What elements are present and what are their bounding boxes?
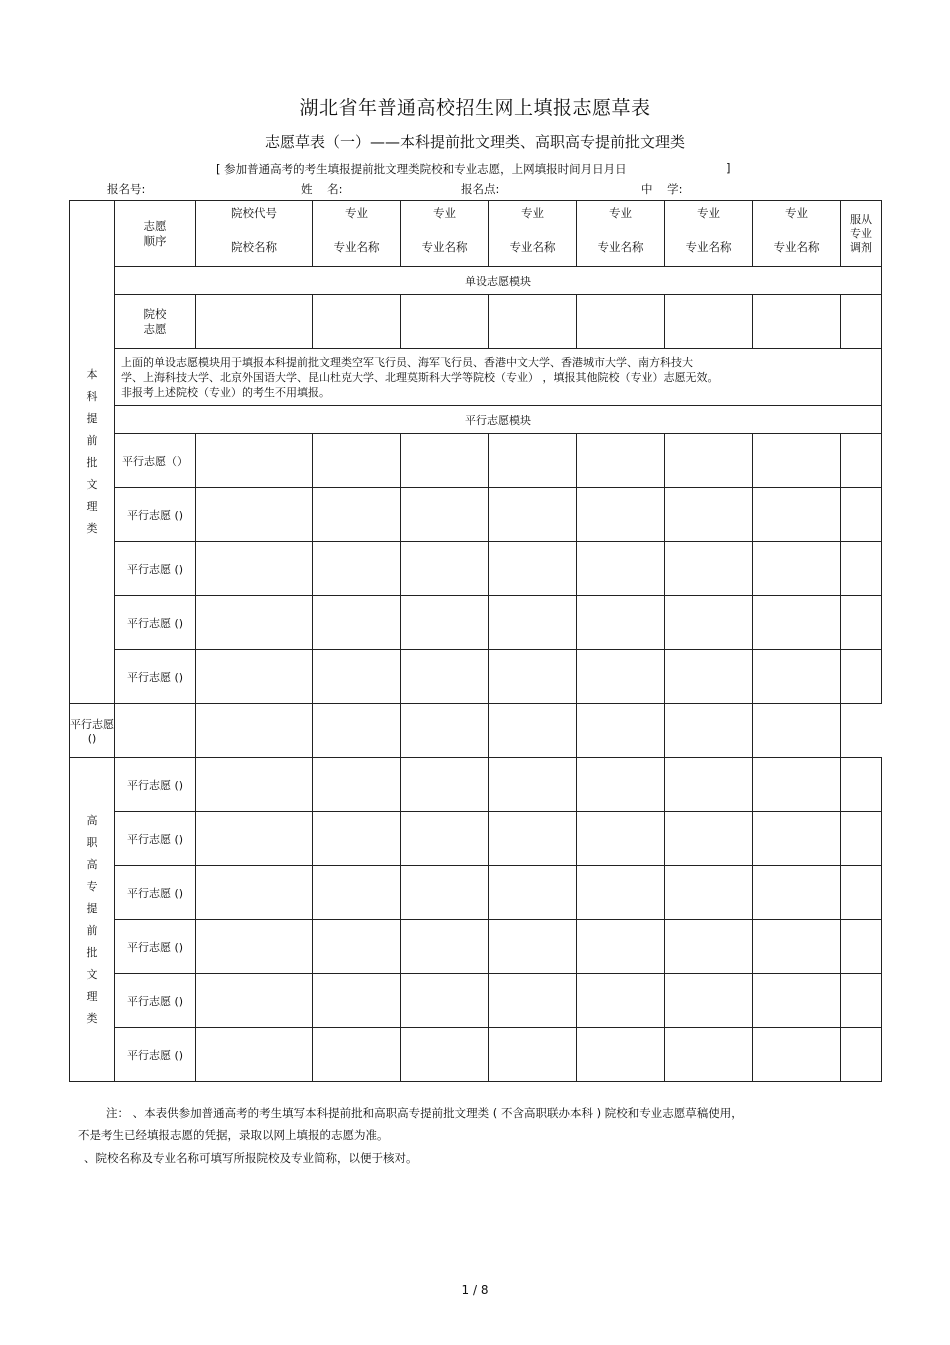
parallel-choice-row (70, 542, 882, 596)
section-label-vocational (70, 758, 115, 1082)
parallel-major-cell[interactable] (665, 866, 753, 920)
parallel-obey-cell[interactable] (753, 704, 841, 758)
parallel-school-cell[interactable] (196, 488, 313, 542)
parallel-choice-row (70, 812, 882, 866)
parallel-school-cell[interactable] (196, 542, 313, 596)
parallel-major-cell[interactable] (401, 650, 489, 704)
header-major (577, 201, 665, 267)
header-major-name: 专业名称 (685, 239, 732, 254)
parallel-obey-cell[interactable] (841, 542, 882, 596)
parallel-major-cell[interactable] (489, 812, 577, 866)
header-obey-line2: 专业 (850, 226, 872, 240)
section-label-char: 类 (86, 1011, 98, 1025)
parallel-major-cell[interactable] (753, 1028, 841, 1082)
section-label-char: 批 (86, 456, 98, 469)
volunteer-form-table (69, 200, 882, 1082)
parallel-school-cell[interactable] (196, 650, 313, 704)
parallel-major-cell[interactable] (665, 812, 753, 866)
section-label-char: 批 (86, 945, 98, 959)
parallel-major-cell[interactable] (577, 542, 665, 596)
parallel-major-cell[interactable] (665, 488, 753, 542)
section-label-char: 理 (86, 500, 98, 513)
parallel-major-cell[interactable] (401, 488, 489, 542)
page-title: 湖北省年普通高校招生网上填报志愿草表 (299, 97, 651, 119)
section-label-char: 前 (86, 434, 98, 447)
parallel-major-cell[interactable] (313, 866, 401, 920)
notice-row (70, 349, 882, 406)
parallel-major-cell[interactable] (489, 920, 577, 974)
section-label-char: 文 (86, 478, 98, 491)
parallel-major-cell[interactable] (753, 974, 841, 1028)
parallel-major-cell[interactable] (577, 974, 665, 1028)
header-major-label: 专业 (521, 205, 544, 220)
instruction-text: [ 参加普通高考的考生填报提前批文理类院校和专业志愿，上网填报时间月日月日 (216, 162, 627, 176)
parallel-major-cell[interactable] (313, 758, 401, 812)
parallel-major-cell[interactable] (401, 866, 489, 920)
section-label-char: 理 (86, 989, 98, 1003)
school-choice-major-cell[interactable] (665, 295, 753, 349)
header-major (401, 201, 489, 267)
parallel-major-cell[interactable] (401, 974, 489, 1028)
parallel-choice-label: 平行志愿（） (115, 434, 196, 488)
parallel-major-cell[interactable] (577, 704, 665, 758)
parallel-major-cell[interactable] (401, 758, 489, 812)
parallel-major-cell[interactable] (577, 488, 665, 542)
parallel-major-cell[interactable] (489, 704, 577, 758)
section-label-char: 高 (86, 857, 98, 871)
parallel-choice-label: 平行志愿 () (115, 596, 196, 650)
parallel-choice-label: 平行志愿 () (70, 704, 115, 758)
header-order-line1: 志愿 (143, 218, 167, 233)
school-choice-major-cell[interactable] (577, 295, 665, 349)
section-label-char: 提 (86, 901, 98, 915)
header-major-label: 专业 (345, 205, 368, 220)
parallel-major-cell[interactable] (313, 974, 401, 1028)
parallel-choice-row (70, 920, 882, 974)
parallel-major-cell[interactable] (577, 434, 665, 488)
parallel-major-cell[interactable] (489, 434, 577, 488)
parallel-major-cell[interactable] (489, 866, 577, 920)
parallel-module-label: 平行志愿模块 (115, 406, 882, 434)
parallel-obey-cell[interactable] (841, 974, 882, 1028)
header-major (753, 201, 841, 267)
note-text: 、院校名称及专业名称可填写所报院校及专业简称，以便于核对。 (84, 1151, 418, 1165)
note-line-2 (78, 1124, 878, 1146)
parallel-choice-row (70, 1028, 882, 1082)
header-obey-adjust (841, 201, 882, 267)
parallel-obey-cell[interactable] (841, 812, 882, 866)
parallel-choice-row (70, 758, 882, 812)
parallel-choice-label: 平行志愿 () (115, 1028, 196, 1082)
note-text: 注： 、本表供参加普通高考的考生填写本科提前批和高职高专提前批文理类 ( 不含高职联办本科 ) 院校和专业志愿草稿使用， (106, 1106, 743, 1120)
parallel-school-cell[interactable] (196, 1028, 313, 1082)
parallel-obey-cell[interactable] (841, 596, 882, 650)
school-choice-major-cell[interactable] (401, 295, 489, 349)
parallel-choice-row (70, 488, 882, 542)
header-row (70, 201, 882, 267)
parallel-major-cell[interactable] (665, 1028, 753, 1082)
parallel-major-cell[interactable] (313, 650, 401, 704)
parallel-choice-row (70, 704, 882, 758)
header-major-name: 专业名称 (773, 239, 820, 254)
parallel-major-cell[interactable] (313, 704, 401, 758)
parallel-major-cell[interactable] (489, 488, 577, 542)
parallel-major-cell[interactable] (313, 1028, 401, 1082)
header-school (196, 201, 313, 267)
note-text: 不是考生已经填报志愿的凭据，录取以网上填报的志愿为准。 (78, 1128, 389, 1142)
parallel-school-cell[interactable] (196, 596, 313, 650)
parallel-major-cell[interactable] (401, 704, 489, 758)
parallel-major-cell[interactable] (489, 596, 577, 650)
parallel-choice-label: 平行志愿 () (115, 866, 196, 920)
parallel-major-cell[interactable] (665, 920, 753, 974)
parallel-major-cell[interactable] (489, 650, 577, 704)
section-label-char: 前 (86, 923, 98, 937)
parallel-school-cell[interactable] (196, 974, 313, 1028)
parallel-major-cell[interactable] (401, 920, 489, 974)
header-obey-line1: 服从 (850, 212, 872, 226)
parallel-major-cell[interactable] (489, 974, 577, 1028)
parallel-choice-row (70, 434, 882, 488)
parallel-major-cell[interactable] (753, 488, 841, 542)
parallel-major-cell[interactable] (401, 542, 489, 596)
school-choice-label (115, 295, 196, 349)
header-school-name: 院校名称 (231, 239, 277, 254)
parallel-major-cell[interactable] (313, 542, 401, 596)
page-subtitle: 志愿草表（一）——本科提前批文理类、高职高专提前批文理类 (264, 133, 685, 151)
parallel-major-cell[interactable] (753, 866, 841, 920)
parallel-major-cell[interactable] (401, 1028, 489, 1082)
header-major-label: 专业 (609, 205, 632, 220)
parallel-obey-cell[interactable] (841, 650, 882, 704)
parallel-major-cell[interactable] (577, 596, 665, 650)
parallel-major-cell[interactable] (401, 596, 489, 650)
section-label-char: 专 (86, 879, 98, 893)
school-choice-line2: 志愿 (143, 321, 167, 336)
name-label: 姓 名: (301, 182, 343, 196)
header-major-name: 专业名称 (333, 239, 380, 254)
school-choice-major-cell[interactable] (489, 295, 577, 349)
single-module-row (70, 267, 882, 295)
parallel-obey-cell[interactable] (841, 1028, 882, 1082)
parallel-major-cell[interactable] (753, 596, 841, 650)
note-line-3 (78, 1147, 878, 1169)
notice-text (115, 349, 882, 406)
parallel-major-cell[interactable] (753, 920, 841, 974)
section-label-char: 高 (86, 813, 98, 827)
notice-line: 学、上海科技大学、北京外国语大学、昆山杜克大学、北理莫斯科大学等院校（专业） ，填报其他院校（专业）志愿无效。 (121, 370, 719, 384)
header-obey-line3: 调剂 (850, 240, 872, 254)
parallel-major-cell[interactable] (753, 542, 841, 596)
parallel-choice-row (70, 974, 882, 1028)
parallel-major-cell[interactable] (577, 650, 665, 704)
parallel-major-cell[interactable] (577, 812, 665, 866)
parallel-major-cell[interactable] (489, 542, 577, 596)
notice-line: 非报考上述院校（专业）的考生不用填报。 (121, 385, 330, 399)
parallel-choice-label: 平行志愿 () (115, 542, 196, 596)
page-number: 1 / 8 (461, 1283, 489, 1297)
parallel-school-cell[interactable] (196, 920, 313, 974)
parallel-major-cell[interactable] (665, 974, 753, 1028)
parallel-major-cell[interactable] (753, 434, 841, 488)
parallel-major-cell[interactable] (665, 434, 753, 488)
parallel-major-cell[interactable] (313, 596, 401, 650)
parallel-choice-label: 平行志愿 () (115, 758, 196, 812)
parallel-major-cell[interactable] (665, 596, 753, 650)
header-major-name: 专业名称 (509, 239, 556, 254)
parallel-major-cell[interactable] (577, 920, 665, 974)
parallel-major-cell[interactable] (665, 542, 753, 596)
school-choice-row (70, 295, 882, 349)
parallel-major-cell[interactable] (313, 434, 401, 488)
section-label-undergrad (70, 201, 115, 704)
header-major-label: 专业 (697, 205, 720, 220)
parallel-choice-label: 平行志愿 () (115, 812, 196, 866)
section-label-char: 类 (86, 522, 98, 535)
header-order (115, 201, 196, 267)
parallel-choice-row (70, 866, 882, 920)
instruction-bracket: ] (726, 161, 731, 175)
header-major (665, 201, 753, 267)
parallel-obey-cell[interactable] (841, 866, 882, 920)
single-module-label: 单设志愿模块 (115, 267, 882, 295)
section-label-char: 文 (86, 967, 98, 981)
parallel-major-cell[interactable] (577, 866, 665, 920)
parallel-major-cell[interactable] (753, 650, 841, 704)
parallel-school-cell[interactable] (115, 704, 196, 758)
parallel-module-row (70, 406, 882, 434)
header-school-code: 院校代号 (231, 205, 277, 220)
school-choice-school-cell[interactable] (196, 295, 313, 349)
parallel-major-cell[interactable] (401, 812, 489, 866)
parallel-major-cell[interactable] (665, 758, 753, 812)
header-order-line2: 顺序 (143, 233, 167, 248)
parallel-major-cell[interactable] (753, 758, 841, 812)
note-line-1 (78, 1102, 878, 1124)
parallel-major-cell[interactable] (577, 758, 665, 812)
section-label-char: 科 (86, 390, 98, 403)
notice-line: 上面的单设志愿模块用于填报本科提前批文理类空军飞行员、海军飞行员、香港中文大学、香港城市大学、南方科技大 (121, 355, 693, 369)
parallel-major-cell[interactable] (196, 704, 313, 758)
parallel-school-cell[interactable] (196, 758, 313, 812)
parallel-choice-label: 平行志愿 () (115, 920, 196, 974)
parallel-school-cell[interactable] (196, 812, 313, 866)
parallel-major-cell[interactable] (753, 812, 841, 866)
parallel-obey-cell[interactable] (841, 488, 882, 542)
parallel-major-cell[interactable] (665, 650, 753, 704)
parallel-major-cell[interactable] (577, 1028, 665, 1082)
school-choice-line1: 院校 (143, 306, 167, 321)
parallel-major-cell[interactable] (313, 812, 401, 866)
parallel-choice-label: 平行志愿 () (115, 974, 196, 1028)
section-label-char: 职 (86, 835, 98, 849)
parallel-choice-label: 平行志愿 () (115, 488, 196, 542)
parallel-obey-cell[interactable] (841, 758, 882, 812)
header-major-label: 专业 (785, 205, 808, 220)
parallel-obey-cell[interactable] (841, 920, 882, 974)
school-choice-major-cell[interactable] (313, 295, 401, 349)
header-major-name: 专业名称 (597, 239, 644, 254)
parallel-choice-label: 平行志愿 () (115, 650, 196, 704)
parallel-major-cell[interactable] (313, 920, 401, 974)
school-choice-major-cell[interactable] (753, 295, 841, 349)
parallel-major-cell[interactable] (489, 758, 577, 812)
parallel-school-cell[interactable] (196, 866, 313, 920)
parallel-school-cell[interactable] (196, 434, 313, 488)
header-major-label: 专业 (433, 205, 456, 220)
parallel-major-cell[interactable] (401, 434, 489, 488)
parallel-major-cell[interactable] (313, 488, 401, 542)
header-major-name: 专业名称 (421, 239, 468, 254)
header-major (489, 201, 577, 267)
parallel-major-cell[interactable] (489, 1028, 577, 1082)
reg-no-label: 报名号: (107, 182, 146, 196)
header-major (313, 201, 401, 267)
section-label-char: 提 (86, 412, 98, 425)
parallel-major-cell[interactable] (665, 704, 753, 758)
section-label-char: 本 (86, 368, 98, 381)
school-choice-obey-cell[interactable] (841, 295, 882, 349)
parallel-choice-row (70, 650, 882, 704)
reg-site-label: 报名点: (461, 182, 500, 196)
parallel-obey-cell[interactable] (841, 434, 882, 488)
school-label: 中 学: (641, 182, 683, 196)
parallel-choice-row (70, 596, 882, 650)
